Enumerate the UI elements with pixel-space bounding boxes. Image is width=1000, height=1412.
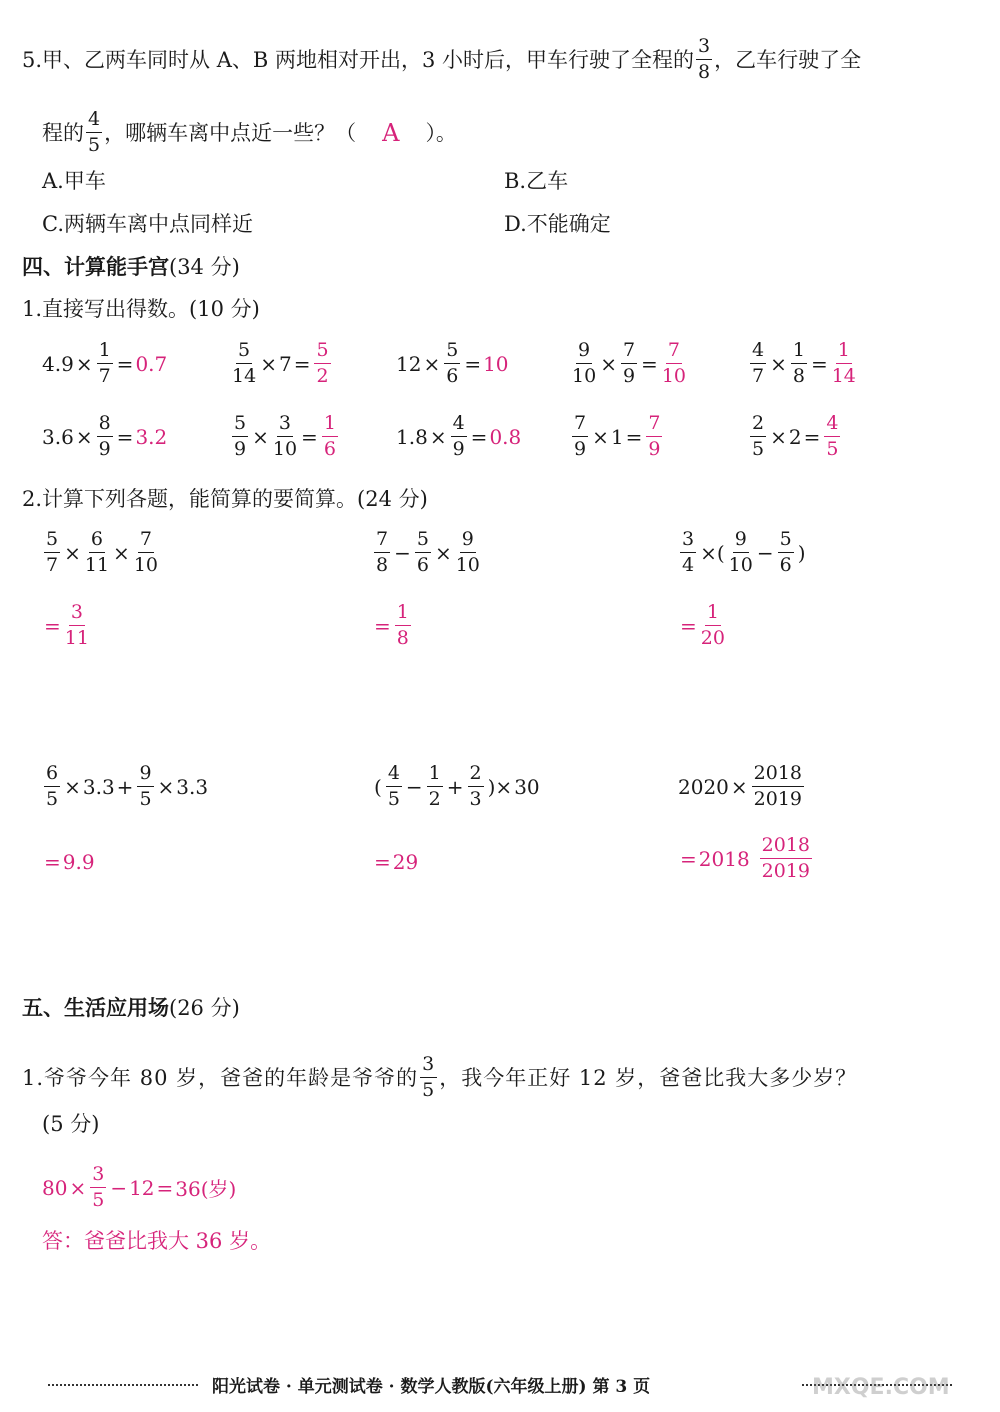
calc-item: 3.6 × $\frac{8}{9}$ = 3.2 [42,412,168,460]
calc-result: = $\frac{3}{11}$ [44,601,89,649]
fraction: $\frac{3}{8}$ [698,35,711,83]
q5-answer: A [382,118,400,147]
q5-option-a: A.甲车 [42,169,106,193]
calc-answer: $\frac{4}{5}$ [826,412,839,460]
word-problem-1-answer: 答：爸爸比我大 36 岁。 [42,1229,272,1253]
calc-answer: $\frac{7}{10}$ [661,339,686,387]
word-problem-1: 1.爷爷今年 80 岁，爸爸的年龄是爷爷的 $\frac{3}{5}$ ，我今年正好 12 岁，爸爸比我大多少岁？ [22,1053,858,1101]
calc-item: 12 × $\frac{5}{6}$ = 10 [396,339,509,387]
calc-item: $\frac{7}{9}$ × 1 = $\frac{7}{9}$ [574,412,661,460]
calc-expression: $\frac{7}{8}$ − $\frac{5}{6}$ × $\frac{9}{10}$ [376,528,480,576]
calc-answer: $\frac{1}{6}$ [323,412,336,460]
fraction: $\frac{4}{5}$ [88,108,101,156]
calc-result: = $\frac{1}{8}$ [374,601,409,649]
calc-answer: 0.8 [489,424,522,449]
calc-item: $\frac{2}{5}$ × 2 = $\frac{4}{5}$ [752,412,839,460]
word-problem-1-score: (5 分) [42,1112,100,1136]
calc-result: = 2018 $\frac{2018}{2019}$ [680,834,811,882]
calc-result: = 29 [374,850,419,874]
calc-answer: 0.7 [135,351,168,376]
q5-option-b: B.乙车 [504,169,569,193]
watermark-logo [810,1350,970,1400]
calc-expression: $\frac{3}{4}$ ×( $\frac{9}{10}$ − $\frac{5}{6}$ ) [682,528,806,576]
calc-item: $\frac{5}{14}$ × 7 = $\frac{5}{2}$ [232,339,329,387]
calc-expression: $\frac{6}{5}$ × 3.3 + $\frac{9}{5}$ × 3.3 [46,762,209,810]
calc-result: = 9.9 [44,850,95,874]
q5-option-c: C.两辆车离中点同样近 [42,212,253,236]
calc-expression: ( $\frac{4}{5}$ − $\frac{1}{2}$ + $\frac{2}{3}$ )× 30 [374,762,540,810]
calc-item: 1.8 × $\frac{4}{9}$ = 0.8 [396,412,522,460]
calc-item: 4.9 × $\frac{1}{7}$ = 0.7 [42,339,168,387]
calc-answer: 10 [483,351,509,376]
calc-answer: $\frac{1}{14}$ [831,339,856,387]
calc-answer: $\frac{5}{2}$ [316,339,329,387]
calc-expression: $\frac{5}{7}$ × $\frac{6}{11}$ × $\frac{7}{10}$ [46,528,158,576]
calc-result: = $\frac{1}{20}$ [680,601,725,649]
q5-line-1: 5.甲、乙两车同时从 A、B 两地相对开出，3 小时后，甲车行驶了全程的 $\frac{3}{8}$ ，乙车行驶了全 [22,35,862,83]
q5-option-d: D.不能确定 [504,212,611,236]
calc-item: $\frac{4}{7}$ × $\frac{1}{8}$ = $\frac{1}{14}$ [752,339,856,387]
footer-rule-left [48,1384,198,1386]
calc-expression: 2020 × $\frac{2018}{2019}$ [678,762,803,810]
footer-text: 阳光试卷 · 单元测试卷 · 数学人教版(六年级上册) 第 3 页 [212,1377,651,1397]
calc-answer: $\frac{7}{9}$ [648,412,661,460]
watermark-text: MXQE.COM [812,1375,950,1400]
section-4-heading: 四、计算能手宫(34 分) [22,255,240,279]
part-1-heading: 1.直接写出得数。(10 分) [22,297,260,321]
calc-answer: 3.2 [135,424,168,449]
word-problem-1-solution: 80 × $\frac{3}{5}$ − 12 = 36(岁) [42,1163,237,1211]
section-5-heading: 五、生活应用场(26 分) [22,996,240,1020]
q5-line-2: 程的 $\frac{4}{5}$ ，哪辆车离中点近一些？（ A ）。 [42,108,457,156]
calc-item: $\frac{9}{10}$ × $\frac{7}{9}$ = $\frac{7}{10}$ [572,339,686,387]
part-2-heading: 2.计算下列各题，能简算的要简算。(24 分) [22,487,428,511]
calc-item: $\frac{5}{9}$ × $\frac{3}{10}$ = $\frac{1}{6}$ [234,412,336,460]
